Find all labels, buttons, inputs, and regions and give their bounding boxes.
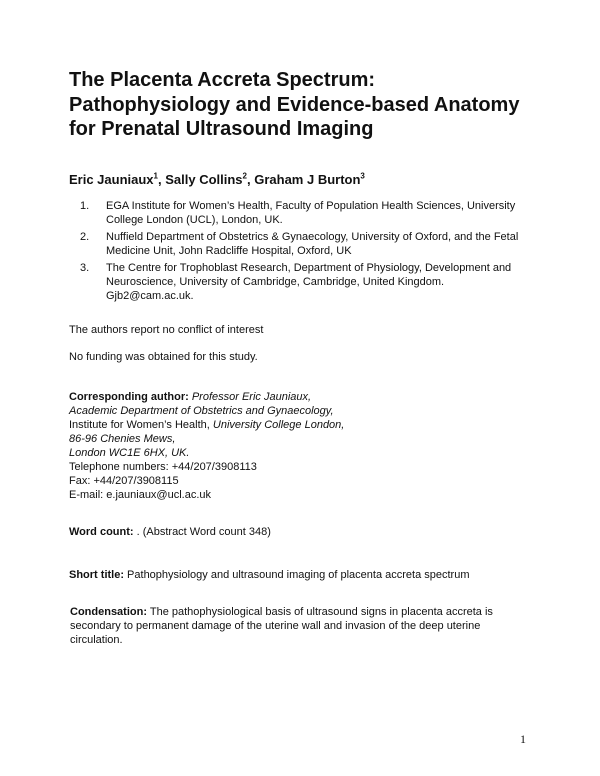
corresponding-author-block bbox=[69, 390, 489, 502]
corresponding-fax: Fax: +44/207/3908115 bbox=[69, 475, 179, 487]
funding-statement: No funding was obtained for this study. bbox=[69, 351, 258, 363]
corresponding-institute-line bbox=[69, 418, 489, 432]
affiliation-list bbox=[80, 199, 526, 306]
author-name: Sally Collins bbox=[165, 172, 243, 187]
corresponding-department: Academic Department of Obstetrics and Gynaecology, bbox=[69, 405, 334, 417]
author-affiliation-mark: 3 bbox=[360, 171, 365, 181]
condensation-text: The pathophysiological basis of ultrasound signs in placenta accreta is secondary to permanent damage of the uterine wall and invasion of the deep uterine circulation. bbox=[70, 606, 493, 646]
corresponding-street: 86-96 Chenies Mews, bbox=[69, 433, 176, 445]
corresponding-author-name: Professor Eric Jauniaux, bbox=[191, 391, 312, 403]
corresponding-email: E-mail: e.jauniaux@ucl.ac.uk bbox=[69, 489, 212, 501]
conflict-statement: The authors report no conflict of interest bbox=[69, 324, 264, 336]
affiliation-number: 3. bbox=[80, 262, 90, 274]
short-title bbox=[69, 568, 539, 582]
condensation bbox=[70, 605, 530, 647]
affiliation-item bbox=[80, 230, 526, 258]
author-name: Graham J Burton bbox=[254, 172, 361, 187]
author-list bbox=[69, 172, 365, 188]
condensation-label: Condensation: bbox=[70, 606, 147, 618]
corresponding-city: London WC1E 6HX, UK. bbox=[69, 447, 190, 459]
affiliation-number: 2. bbox=[80, 231, 90, 243]
corresponding-author-line bbox=[69, 390, 489, 404]
word-count-text: . (Abstract Word count 348) bbox=[133, 526, 271, 538]
paper-title: The Placenta Accreta Spectrum: Pathophysiology and Evidence-based Anatomy for Prenatal Ultrasound Imaging bbox=[69, 69, 520, 140]
affiliation-text: Nuffield Department of Obstetrics & Gynaecology, University of Oxford, and the Fetal Medicine Unit, John Radcliffe Hospital, Oxford, UK bbox=[106, 231, 519, 257]
author-separator: , bbox=[247, 172, 255, 187]
corresponding-author-label: Corresponding author: bbox=[69, 391, 189, 403]
affiliation-text: EGA Institute for Women’s Health, Faculty of Population Health Sciences, University College London (UCL), London, UK. bbox=[106, 200, 516, 226]
author-affiliation-mark: 1 bbox=[153, 171, 158, 181]
author-name: Eric Jauniaux bbox=[69, 172, 154, 187]
short-title-label: Short title: bbox=[69, 569, 124, 581]
short-title-text: Pathophysiology and ultrasound imaging of placenta accreta spectrum bbox=[124, 569, 470, 581]
author-affiliation-mark: 2 bbox=[242, 171, 247, 181]
affiliation-text: The Centre for Trophoblast Research, Department of Physiology, Development and Neuroscience, University of Cambridge, Cambridge, United Kingdom. Gjb2@cam.ac.uk. bbox=[106, 262, 512, 302]
page-number: 1 bbox=[520, 732, 526, 746]
author-separator: , bbox=[158, 172, 166, 187]
word-count bbox=[69, 525, 271, 539]
affiliation-number: 1. bbox=[80, 200, 90, 212]
corresponding-phone: Telephone numbers: +44/207/3908113 bbox=[69, 461, 257, 473]
affiliation-item bbox=[80, 199, 526, 227]
word-count-label: Word count: bbox=[69, 526, 134, 538]
corresponding-institute: Institute for Women’s Health, bbox=[69, 419, 213, 431]
affiliation-item bbox=[80, 261, 526, 303]
corresponding-university: University College London, bbox=[212, 419, 345, 431]
